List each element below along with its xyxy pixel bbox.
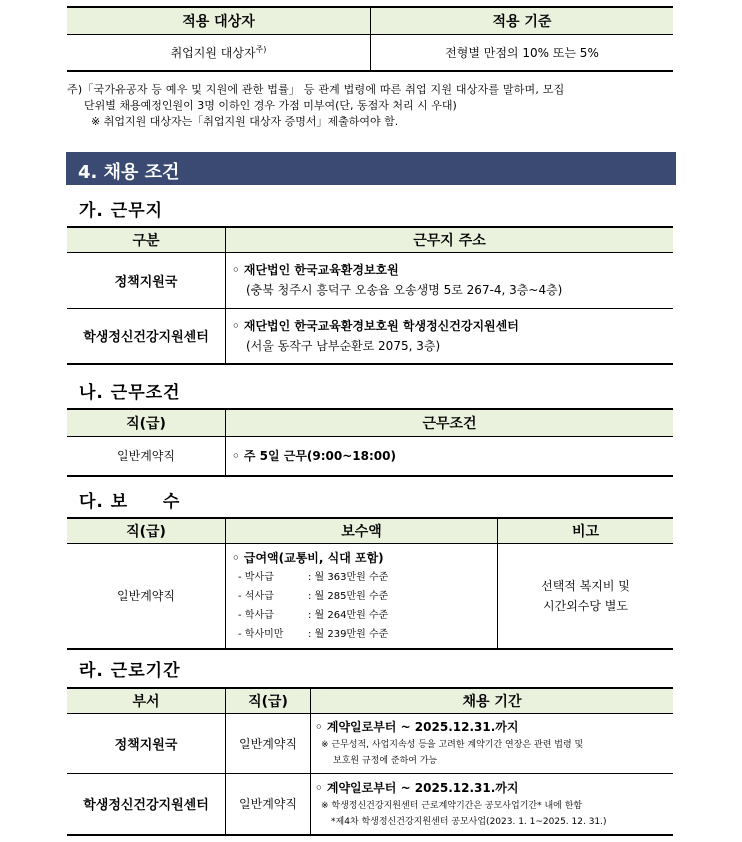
footnote <box>67 82 679 130</box>
org-address: (서울 동작구 남부순환로 2075, 3층) <box>246 338 441 353</box>
period-cell <box>311 773 674 835</box>
salary-title: 다. 보 수 <box>79 492 181 512</box>
target-text: 취업지원 대상자 <box>170 45 256 60</box>
header-note: 비고 <box>498 518 674 543</box>
header-grade: 직(급) <box>67 518 226 543</box>
division-cell: 학생정신건강지원센터 <box>67 308 226 364</box>
header-division: 구분 <box>67 227 226 252</box>
workplace-table <box>67 226 673 365</box>
period-table <box>67 687 673 836</box>
salary-label: - 학사급 <box>238 609 274 621</box>
note-line1: 선택적 복지비 및 <box>541 578 630 593</box>
org-name: ◦ 재단법인 한국교육환경보호원 <box>232 263 399 277</box>
header-criteria: 적용 기준 <box>371 7 674 34</box>
salary-item <box>238 625 497 644</box>
salary-label: - 박사급 <box>238 571 274 583</box>
section-title-bar <box>66 152 676 185</box>
workplace-title: 가. 근무지 <box>79 201 164 221</box>
salary-table <box>67 517 673 650</box>
grade-cell: 일반계약직 <box>226 713 311 773</box>
period-main: ◦ 계약일로부터 ~ 2025.12.31.까지 <box>315 720 519 734</box>
target-sup: 주) <box>255 44 267 54</box>
division-cell: 정책지원국 <box>67 252 226 308</box>
footnote-line2: 단위별 채용예정인원이 3명 이하인 경우 가점 미부여(단, 동점자 처리 시 우대) <box>84 99 457 112</box>
grade-cell: 일반계약직 <box>226 773 311 835</box>
conditions-title: 나. 근무조건 <box>79 383 181 403</box>
salary-value: : 월 285만원 수준 <box>308 590 389 602</box>
header-grade: 직(급) <box>226 688 311 713</box>
condition-cell: ◦ 주 5일 근무(9:00~18:00) <box>226 436 674 476</box>
header-grade: 직(급) <box>67 409 226 436</box>
salary-label: - 석사급 <box>238 590 274 602</box>
salary-value: : 월 239만원 수준 <box>308 628 389 640</box>
salary-label: - 학사미만 <box>238 628 284 640</box>
note-line2: 시간외수당 별도 <box>543 598 628 613</box>
conditions-table <box>67 408 673 477</box>
header-period: 채용 기간 <box>311 688 674 713</box>
grade-cell: 일반계약직 <box>67 543 226 649</box>
period-note2: 보호원 규정에 준하여 가능 <box>333 756 438 766</box>
header-dept: 부서 <box>67 688 226 713</box>
header-target: 적용 대상자 <box>67 7 371 34</box>
salary-item <box>238 606 497 625</box>
salary-list <box>232 568 497 644</box>
header-condition: 근무조건 <box>226 409 674 436</box>
org-name: ◦ 재단법인 한국교육환경보호원 학생정신건강지원센터 <box>232 318 519 333</box>
header-address: 근무지 주소 <box>226 227 674 252</box>
salary-heading: ◦ 급여액(교통비, 식대 포함) <box>232 550 384 565</box>
address-cell <box>226 308 674 364</box>
dept-cell: 정책지원국 <box>67 713 226 773</box>
address-cell <box>226 252 674 308</box>
period-note1: ※ 학생정신건강지원센터 근로계약기간은 공모사업기간* 내에 한함 <box>321 800 583 811</box>
footnote-line1: 주)「국가유공자 등 예우 및 지원에 관한 법률」 등 관계 법령에 따른 취업 지원 대상자를 말하며, 모집 <box>67 83 565 96</box>
period-main: ◦ 계약일로부터 ~ 2025.12.31.까지 <box>315 780 519 795</box>
cell-criteria: 전형별 만점의 10% 또는 5% <box>371 34 674 71</box>
period-note2: *제4차 학생정신건강지원센터 공모사업(2023. 1. 1~2025. 12. 31.) <box>331 816 607 827</box>
amount-cell <box>226 543 498 649</box>
salary-item <box>238 568 497 587</box>
period-cell <box>311 713 674 773</box>
note-cell <box>498 543 674 649</box>
period-note1: ※ 근무성적, 사업지속성 등을 고려한 계약기간 연장은 관련 법령 및 <box>321 740 584 750</box>
org-address: (충북 청주시 흥덕구 오송읍 오송생명 5로 267-4, 3층~4층) <box>246 283 563 297</box>
salary-item <box>238 587 497 606</box>
salary-value: : 월 264만원 수준 <box>308 609 389 621</box>
grade-cell: 일반계약직 <box>67 436 226 476</box>
dept-cell: 학생정신건강지원센터 <box>67 773 226 835</box>
cell-target <box>67 34 371 71</box>
header-amount: 보수액 <box>226 518 498 543</box>
applicant-table <box>67 6 673 72</box>
section-title: 4. 채용 조건 <box>78 162 180 183</box>
salary-value: : 월 363만원 수준 <box>308 571 389 583</box>
footnote-line3: ※ 취업지원 대상자는「취업지원 대상자 증명서」제출하여야 함. <box>91 115 399 128</box>
period-title: 라. 근로기간 <box>79 661 181 681</box>
